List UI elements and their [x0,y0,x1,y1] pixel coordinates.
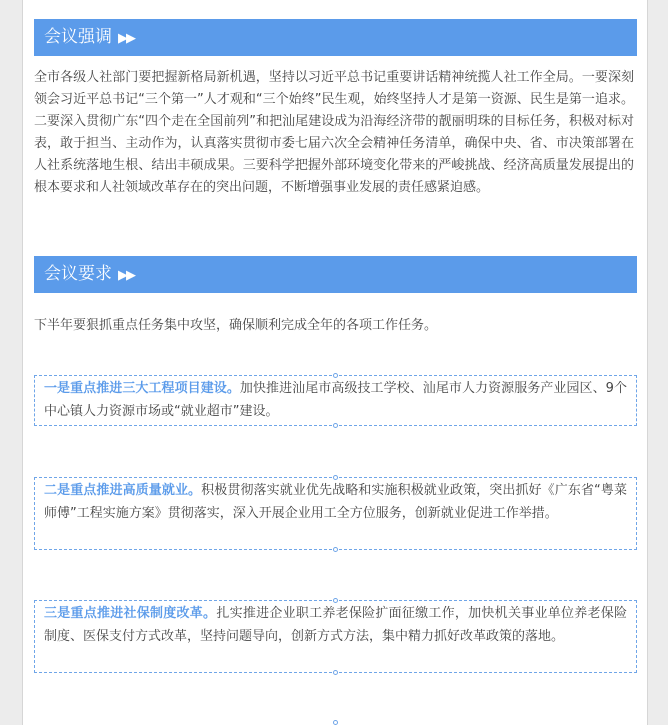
task-box [34,375,637,426]
task-lead: 二是重点推进高质量就业。 [44,483,202,498]
connector-dot [333,670,338,675]
double-arrow-icon: ▶▶ [118,268,134,283]
requirements-intro: 下半年要狠抓重点任务集中攻坚，确保顺利完成全年的各项工作任务。 [34,318,438,333]
connector-dot [333,475,338,480]
emphasis-paragraph: 全市各级人社部门要把握新格局新机遇，坚持以习近平总书记重要讲话精神统揽人社工作全局。一要深刻领会习近平总书记“三个第一”人才观和“三个始终”民生观，始终坚持人才是第一资源、民生是第一追求。二要深入贯彻广东“四个走在全国前列”和把汕尾建设成为沿海经济带的靓丽明珠的目标任务，积极对标对表，敢于担当、主动作为，认真落实贯彻市委七届六次全会精神任务清单，确保中央、省、市决策部署在人社系统落地生根、结出丰硕成果。三要科学把握外部环境变化带来的严峻挑战、经济高质量发展提出的根本要求和人社领域改革存在的突出问题，不断增强事业发展的责任感紧迫感。 [34,70,634,195]
section-title: 会议要求 [44,264,112,284]
task-body: 扎实推进企业职工养老保险扩面征缴工作，加快机关事业单位养老保险制度、医保支付方式改革，坚持问题导向，创新方式方法，集中精力抓好改革政策的落地。 [44,606,627,644]
connector-dot [333,373,338,378]
double-arrow-icon: ▶▶ [118,31,134,46]
section-header-emphasis [34,19,637,56]
connector-dot [333,423,338,428]
task-lead: 三是重点推进社保制度改革。 [44,606,217,621]
article-page [22,0,648,725]
section-header-requirements [34,256,637,293]
connector-dot [333,598,338,603]
section-title: 会议强调 [44,27,112,47]
task-lead: 一是重点推进三大工程项目建设。 [44,381,240,396]
task-box [34,477,637,550]
task-box [34,600,637,673]
task-body: 加快推进汕尾市高级技工学校、汕尾市人力资源服务产业园区、9个中心镇人力资源市场或“就业超市”建设。 [44,381,627,419]
connector-dot [333,547,338,552]
task-body: 积极贯彻落实就业优先战略和实施积极就业政策，突出抓好《广东省“粤菜师傅”工程实施方案》贯彻落实，深入开展企业用工全方位服务，创新就业促进工作举措。 [44,483,627,521]
connector-dot [333,720,338,725]
